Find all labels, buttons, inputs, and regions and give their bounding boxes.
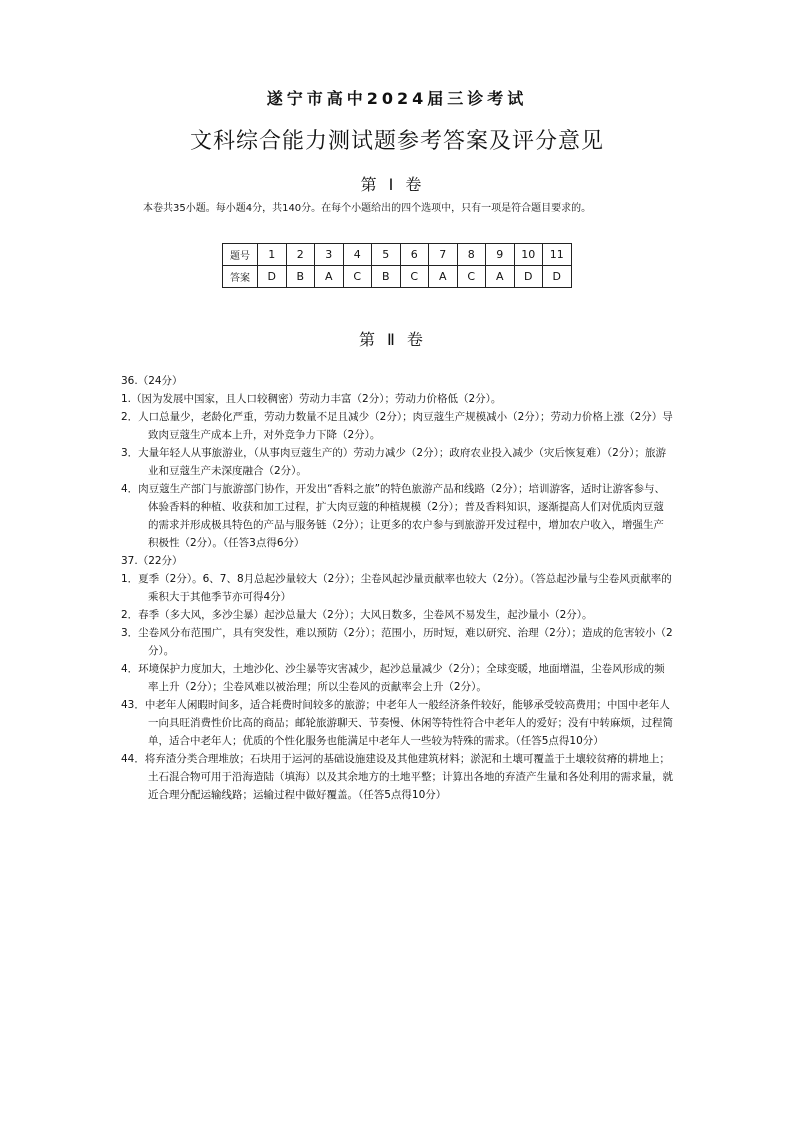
answer-table xyxy=(222,243,572,288)
q44-answer: 44．将弃渣分类合理堆放；石块用于运河的基础设施建设及其他建筑材料；淤泥和土壤可覆盖于土壤较贫瘠的耕地上；土石混合物可用于沿海造陆（填海）以及其余地方的土地平整；计算出各地的弃渣产生量和各处利用的需求量，就近合理分配运输线路；运输过程中做好覆盖。（任答5点得10分） xyxy=(121,753,673,801)
question-number: 3 xyxy=(315,244,344,266)
question-number: 5 xyxy=(372,244,401,266)
q36-answer-item: 2．人口总量少，老龄化严重，劳动力数量不足且减少（2分）；肉豆蔻生产规模减小（2分）；劳动力价格上涨（2分）导致肉豆蔻生产成本上升，对外竞争力下降（2分）。 xyxy=(121,411,673,441)
q37-heading: 37.（22分） xyxy=(121,555,183,567)
part1-instructions: 本卷共35小题。每小题4分，共140分。在每个小题给出的四个选项中，只有一项是符合题目要求的。 xyxy=(143,203,592,214)
answer-cell: C xyxy=(400,266,429,288)
question-number: 2 xyxy=(286,244,315,266)
question-number: 4 xyxy=(343,244,372,266)
q36-answer-item: 1.（因为发展中国家，且人口较稠密）劳动力丰富（2分）；劳动力价格低（2分）。 xyxy=(121,393,502,405)
exam-title: 遂宁市高中2024届三诊考试 xyxy=(266,89,528,108)
row-label-answer: 答案 xyxy=(223,266,258,288)
question-number: 7 xyxy=(429,244,458,266)
question-number-row xyxy=(223,244,572,266)
q37-answer-item: 3．尘卷风分布范围广，具有突发性，难以预防（2分）；范围小，历时短，难以研究、治理（2分）；造成的危害较小（2分）。 xyxy=(121,627,673,657)
question-number: 1 xyxy=(258,244,287,266)
question-number: 8 xyxy=(457,244,486,266)
q43-answer: 43．中老年人闲暇时间多，适合耗费时间较多的旅游；中老年人一般经济条件较好，能够承受较高费用；中国中老年人一向具旺消费性价比高的商品；邮轮旅游聊天、节奏慢、休闲等特性符合中老年人的爱好；没有中转麻烦，过程简单，适合中老年人；优质的个性化服务也能满足中老年人一些较为特殊的需求。（任答5点得10分） xyxy=(121,699,673,747)
answer-cell: D xyxy=(514,266,543,288)
question-number: 9 xyxy=(486,244,515,266)
q37-answer-item: 1．夏季（2分）。6、7、8月总起沙量较大（2分）；尘卷风起沙量贡献率也较大（2分）。（答总起沙量与尘卷风贡献率的乘积大于其他季节亦可得4分） xyxy=(121,573,672,603)
part2-heading: 第Ⅱ卷 xyxy=(359,330,435,349)
question-number: 11 xyxy=(543,244,572,266)
row-label-number: 题号 xyxy=(223,244,258,266)
answer-cell: A xyxy=(429,266,458,288)
question-number: 10 xyxy=(514,244,543,266)
part1-heading: 第Ⅰ卷 xyxy=(360,175,434,194)
answer-cell: D xyxy=(543,266,572,288)
answer-cell: C xyxy=(343,266,372,288)
answer-cell: A xyxy=(315,266,344,288)
answer-cell: D xyxy=(258,266,287,288)
answer-cell: C xyxy=(457,266,486,288)
question-number: 6 xyxy=(400,244,429,266)
q36-answer-item: 4．肉豆蔻生产部门与旅游部门协作，开发出“香料之旅”的特色旅游产品和线路（2分）；培训游客，适时让游客参与、体验香料的种植、收获和加工过程，扩大肉豆蔻的种植规模（2分）；普及香料知识，逐渐提高人们对优质肉豆蔻的需求并形成极具特色的产品与服务链（2分）；让更多的农户参与到旅游开发过程中，增加农户收入，增强生产积极性（2分）。（任答3点得6分） xyxy=(121,483,665,549)
q36-heading: 36.（24分） xyxy=(121,375,183,387)
q36-answer-item: 3．大量年轻人从事旅游业，（从事肉豆蔻生产的）劳动力减少（2分）；政府农业投入减少（灾后恢复难）（2分）；旅游业和豆蔻生产未深度融合（2分）。 xyxy=(121,447,667,477)
part2-answers xyxy=(121,372,673,804)
q37-answer-item: 2．春季（多大风，多沙尘暴）起沙总量大（2分）；大风日数多，尘卷风不易发生，起沙量小（2分）。 xyxy=(121,609,593,621)
answer-cell: B xyxy=(372,266,401,288)
q37-answer-item: 4．环境保护力度加大，土地沙化、沙尘暴等灾害减少，起沙总量减少（2分）；全球变暖，地面增温，尘卷风形成的频率上升（2分）；尘卷风难以被治理；所以尘卷风的贡献率会上升（2分）。 xyxy=(121,663,665,693)
answer-cell: A xyxy=(486,266,515,288)
answer-cell: B xyxy=(286,266,315,288)
answer-row xyxy=(223,266,572,288)
document-subtitle: 文科综合能力测试题参考答案及评分意见 xyxy=(189,129,604,154)
